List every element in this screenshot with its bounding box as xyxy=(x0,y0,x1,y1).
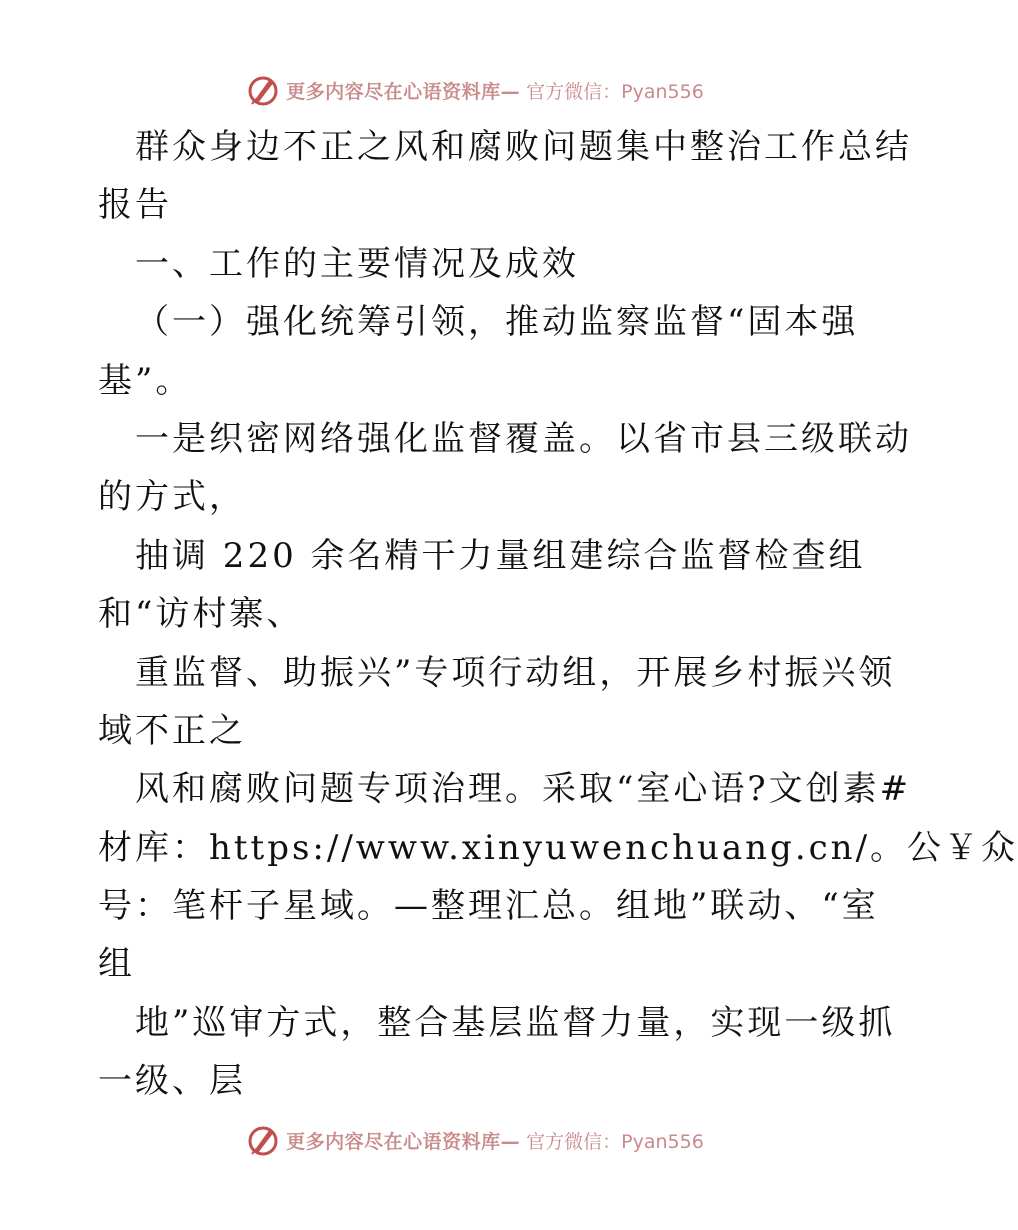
watermark-site-text: 更多内容尽在心语资料库— xyxy=(286,80,521,103)
text-line: 风和腐败问题专项治理。采取“室心语?文创素# xyxy=(135,769,912,810)
text-line: 报告 xyxy=(98,185,172,226)
text-line: 和“访村寨、 xyxy=(98,594,304,635)
text-line: 抽调 220 余名精干力量组建综合监督检查组 xyxy=(135,535,866,576)
watermark-wechat-text: 官方微信：Pyan556 xyxy=(526,80,704,103)
watermark-site-text: 更多内容尽在心语资料库— xyxy=(286,1130,521,1153)
quill-pen-icon xyxy=(246,1123,280,1157)
text-line: 号：笔杆子星域。—整理汇总。组地”联动、“室 xyxy=(98,886,879,927)
text-line: 地”巡审方式，整合基层监督力量，实现一级抓 xyxy=(135,1002,896,1043)
text-line: 一是织密网络强化监督覆盖。以省市县三级联动 xyxy=(135,418,912,459)
text-line: 一级、层 xyxy=(98,1061,246,1102)
text-line: 群众身边不正之风和腐败问题集中整治工作总结 xyxy=(135,127,912,167)
header-watermark xyxy=(0,70,950,110)
text-line: 组 xyxy=(98,944,135,985)
section-heading: 一、工作的主要情况及成效 xyxy=(135,243,579,284)
text-line: 重监督、助振兴”专项行动组，开展乡村振兴领 xyxy=(135,652,896,693)
text-line: 域不正之 xyxy=(98,710,246,751)
text-line: 基”。 xyxy=(98,360,193,401)
watermark-wechat-text: 官方微信：Pyan556 xyxy=(526,1130,704,1153)
subsection-heading: （一）强化统筹引领，推动监察监督“固本强 xyxy=(135,302,859,343)
text-line: 材库：https://www.xinyuwenchuang.cn/。公￥众 xyxy=(98,827,1018,868)
text-line: 的方式， xyxy=(98,477,246,518)
quill-pen-icon xyxy=(246,73,280,107)
document-body xyxy=(98,118,1018,1111)
footer-watermark xyxy=(0,1120,950,1160)
